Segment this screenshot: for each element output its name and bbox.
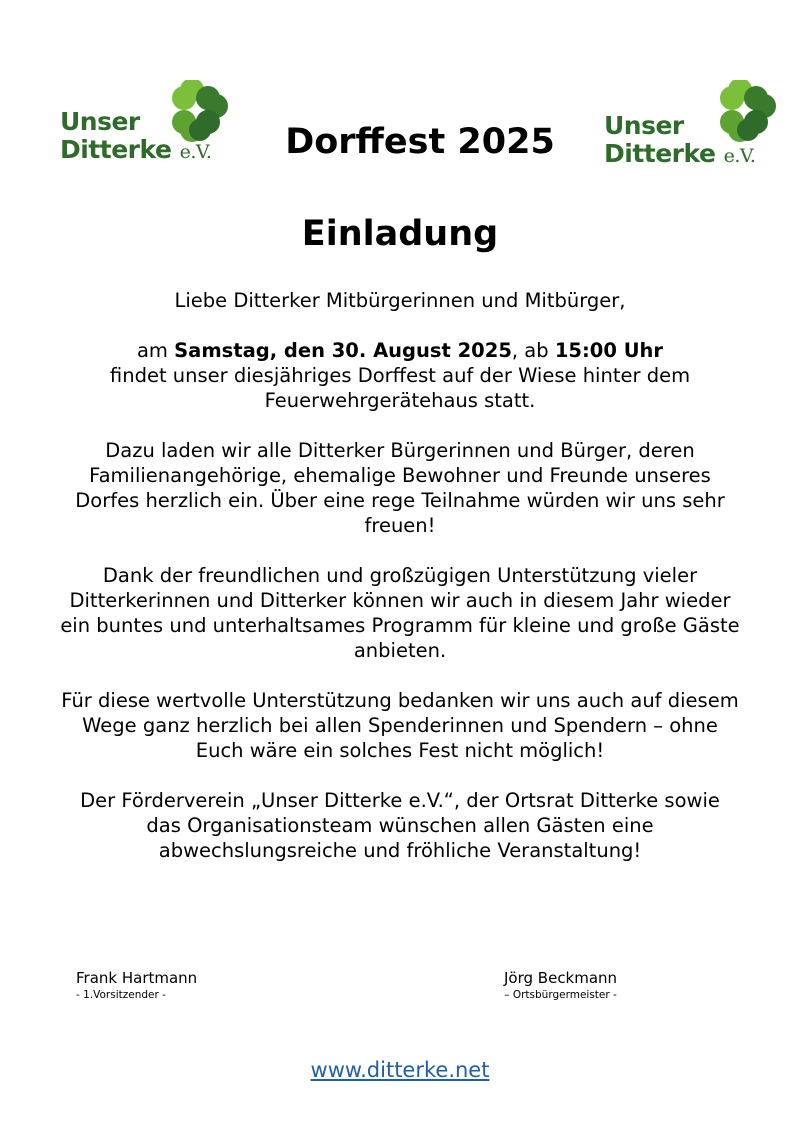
logo-suffix: e.V. bbox=[179, 141, 212, 163]
paragraph-invite: Dazu laden wir alle Ditterker Bürgerinnen und Bürger, deren Familienangehörige, ehemalige Bewohner und Freunde unseres Dorfes herzlich ein. Über eine rege Teilnahme würden wir uns sehr freuen! bbox=[75, 439, 725, 537]
logo-left bbox=[60, 80, 235, 175]
logo-text-line2: Ditterke e.V. bbox=[60, 135, 212, 164]
page-subtitle: Einladung bbox=[301, 214, 499, 254]
website-link[interactable]: www.ditterke.net bbox=[310, 1058, 490, 1082]
logo-text-line2: Ditterke e.V. bbox=[604, 139, 756, 168]
logo-text-line1: Unser bbox=[60, 107, 140, 136]
signature-role: – Ortsbürgermeister - bbox=[504, 989, 617, 1001]
event-time: 15:00 Uhr bbox=[554, 339, 664, 362]
event-date: Samstag, den 30. August 2025 bbox=[174, 339, 512, 362]
page-title: Dorffest 2025 bbox=[285, 122, 555, 162]
signature-left bbox=[76, 968, 197, 1002]
event-location: findet unser diesjähriges Dorffest auf der Wiese hinter dem Feuerwehrgerätehaus statt. bbox=[109, 364, 691, 412]
paragraph-date: am Samstag, den 30. August 2025, ab 15:00 Uhr findet unser diesjähriges Dorffest auf der Wiese hinter dem Feuerwehrgerätehaus statt. bbox=[109, 339, 691, 412]
logo-right bbox=[604, 80, 779, 175]
signature-name: Frank Hartmann bbox=[76, 969, 198, 987]
paragraph-closing: Der Förderverein „Unser Ditterke e.V.“, der Ortsrat Ditterke sowie das Organisationsteam wünschen allen Gästen eine abwechslungsreiche und fröhliche Veranstaltung! bbox=[80, 789, 720, 862]
signature-role: - 1.Vorsitzender - bbox=[76, 989, 166, 1001]
invitation-body bbox=[60, 288, 740, 888]
signature-name: Jörg Beckmann bbox=[504, 969, 618, 987]
logo-text-line1: Unser bbox=[604, 111, 684, 140]
paragraph-thanks: Für diese wertvolle Unterstützung bedanken wir uns auch auf diesem Wege ganz herzlich bei allen Spenderinnen und Spendern – ohne Euch wäre ein solches Fest nicht möglich! bbox=[61, 689, 739, 762]
logo-suffix: e.V. bbox=[723, 145, 756, 167]
signature-right bbox=[504, 968, 617, 1002]
paragraph-support: Dank der freundlichen und großzügigen Unterstützung vieler Ditterkerinnen und Ditterker können wir auch in diesem Jahr wieder ein buntes und unterhaltsames Programm für kleine und große Gäste anbieten. bbox=[60, 564, 740, 662]
greeting: Liebe Ditterker Mitbürgerinnen und Mitbürger, bbox=[174, 289, 626, 312]
